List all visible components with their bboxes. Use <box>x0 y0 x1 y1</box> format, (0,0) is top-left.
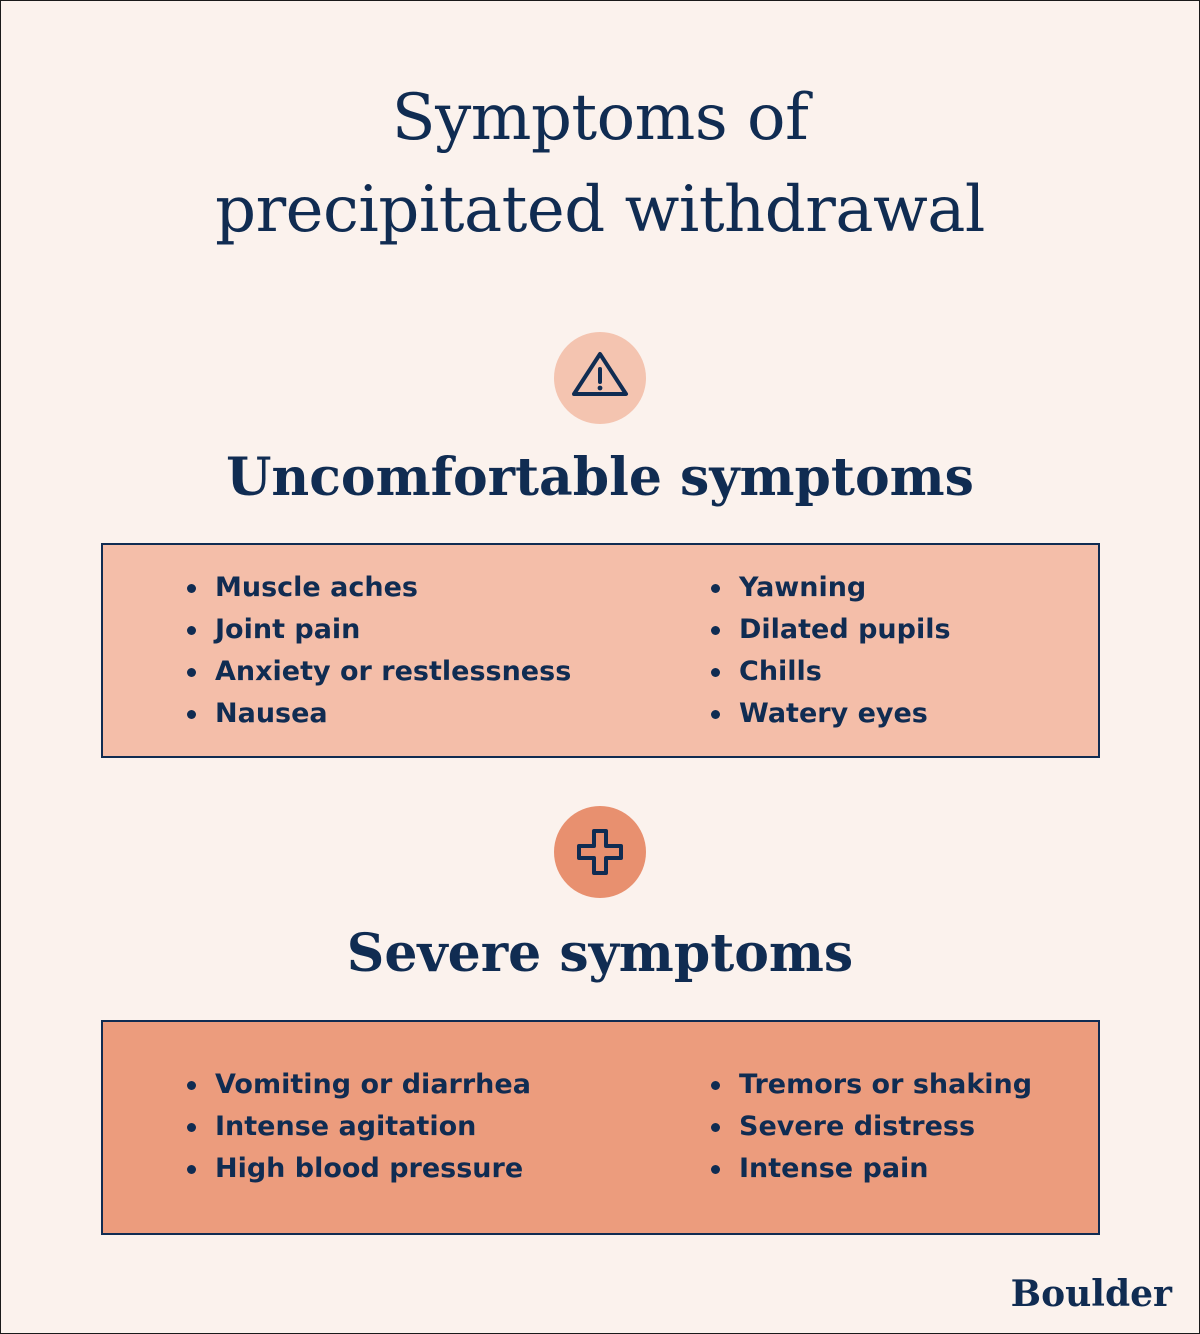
symptom-text: Muscle aches <box>215 572 418 603</box>
symptom-list-right <box>711 1064 1032 1190</box>
medical-cross-icon <box>554 806 646 898</box>
section-heading-uncomfortable: Uncomfortable symptoms <box>226 447 974 508</box>
list-item <box>711 1148 1032 1190</box>
bullet <box>711 584 720 593</box>
bullet <box>187 710 196 719</box>
symptom-list-left <box>187 567 571 735</box>
symptom-text: Tremors or shaking <box>739 1069 1033 1100</box>
symptom-text: Yawning <box>739 572 867 603</box>
list-item <box>711 567 951 609</box>
warning-badge <box>554 332 646 424</box>
symptom-text: Joint pain <box>215 614 361 645</box>
list-item <box>187 651 571 693</box>
title-line-1: Symptoms of <box>391 81 809 155</box>
bullet <box>187 1165 196 1174</box>
symptom-text: Intense pain <box>739 1153 929 1184</box>
symptom-text: High blood pressure <box>215 1153 524 1184</box>
bullet <box>187 1123 196 1132</box>
symptom-text: Intense agitation <box>215 1111 477 1142</box>
list-item <box>711 1106 1032 1148</box>
symptom-text: Chills <box>739 656 822 687</box>
list-item <box>711 651 951 693</box>
cross-badge <box>554 806 646 898</box>
bullet <box>711 1123 720 1132</box>
symptom-text: Watery eyes <box>739 698 928 729</box>
severe-symptoms-box <box>101 1020 1100 1235</box>
bullet <box>187 1081 196 1090</box>
symptom-text: Vomiting or diarrhea <box>215 1069 531 1100</box>
list-item <box>187 567 571 609</box>
symptom-text: Nausea <box>215 698 328 729</box>
list-item <box>187 1106 531 1148</box>
symptom-text: Severe distress <box>739 1111 976 1142</box>
brand-logo: Boulder <box>1010 1273 1172 1315</box>
bullet <box>711 626 720 635</box>
uncomfortable-symptoms-box <box>101 543 1100 758</box>
list-item <box>187 1148 531 1190</box>
section-heading-severe: Severe symptoms <box>346 923 854 984</box>
bullet <box>711 668 720 677</box>
list-item <box>711 1064 1032 1106</box>
title-line-2: precipitated withdrawal <box>215 173 985 247</box>
symptom-list-left <box>187 1064 531 1190</box>
bullet <box>187 668 196 677</box>
bullet <box>711 710 720 719</box>
bullet <box>187 626 196 635</box>
bullet <box>187 584 196 593</box>
symptom-text: Anxiety or restlessness <box>215 656 572 687</box>
list-item <box>187 693 571 735</box>
page-title <box>0 72 1200 256</box>
bullet <box>711 1165 720 1174</box>
symptom-list-right <box>711 567 951 735</box>
bullet <box>711 1081 720 1090</box>
warning-triangle-icon <box>554 332 646 424</box>
list-item <box>711 693 951 735</box>
list-item <box>187 1064 531 1106</box>
list-item <box>187 609 571 651</box>
list-item <box>711 609 951 651</box>
symptom-text: Dilated pupils <box>739 614 951 645</box>
